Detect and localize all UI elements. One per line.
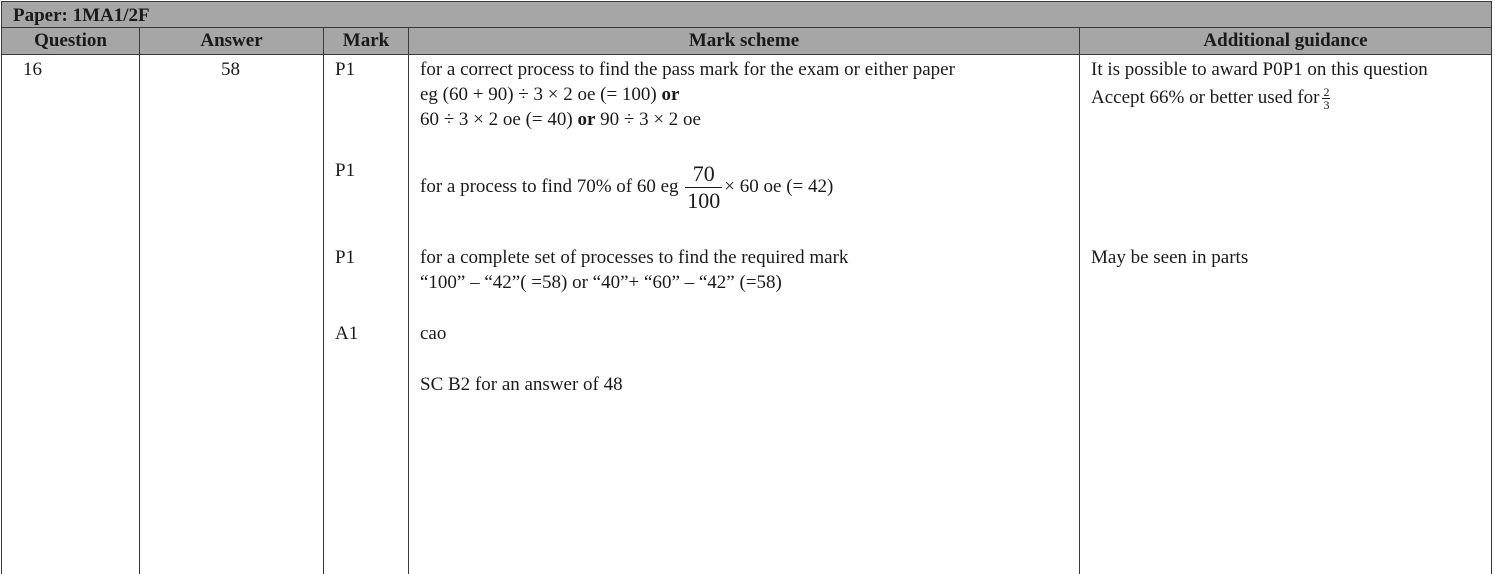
mark-scheme-column (408, 55, 1080, 574)
paper-title: Paper: 1MA1/2F (13, 5, 150, 26)
guidance-text-line: May be seen in parts (1091, 247, 1249, 268)
answer-value: 58 (221, 59, 240, 80)
mark-code: A1 (335, 323, 359, 344)
scheme-text-line: cao (420, 323, 447, 344)
guidance-text-line: It is possible to award P0P1 on this question (1091, 59, 1428, 80)
mark-code: P1 (335, 247, 356, 268)
header-answer: Answer (139, 28, 324, 55)
additional-guidance-column (1079, 55, 1492, 574)
special-case-note: SC B2 for an answer of 48 (420, 374, 623, 395)
fraction-2-over-3: $\frac{2}{3}$ (1323, 85, 1330, 113)
scheme-text-line: for a correct process to find the pass mark for the exam or either paper (420, 59, 955, 80)
or-keyword: or (661, 84, 680, 105)
header-mark: Mark (323, 28, 409, 55)
mark-column (323, 55, 409, 574)
header-mark-scheme: Mark scheme (408, 28, 1080, 55)
answer-column (139, 55, 324, 574)
question-number: 16 (23, 59, 42, 80)
paper-header-bar (1, 1, 1492, 28)
header-question: Question (1, 28, 140, 55)
scheme-text-line: “100” – “42”( =58) or “40”+ “60” – “42” (=58) (420, 272, 782, 293)
mark-code: P1 (335, 59, 356, 80)
mark-code: P1 (335, 160, 356, 181)
scheme-text-line: for a complete set of processes to find the required mark (420, 247, 849, 268)
or-keyword: or (577, 109, 596, 130)
question-column (1, 55, 140, 574)
scheme-text-line: eg (60 + 90) ÷ 3 × 2 oe (= 100) or (420, 84, 680, 105)
scheme-text-line: 60 ÷ 3 × 2 oe (= 40) or 90 ÷ 3 × 2 oe (420, 109, 701, 130)
guidance-text-line: Accept 66% or better used for $\frac{2}{3}$ (1091, 85, 1330, 113)
fraction-70-over-100: $\frac{70}{100}$ (687, 161, 721, 214)
header-additional-guidance: Additional guidance (1079, 28, 1492, 55)
scheme-text-line: for a process to find 70% of 60 eg $\frac{70}{100}$ × 60 oe (= 42) (420, 161, 834, 214)
